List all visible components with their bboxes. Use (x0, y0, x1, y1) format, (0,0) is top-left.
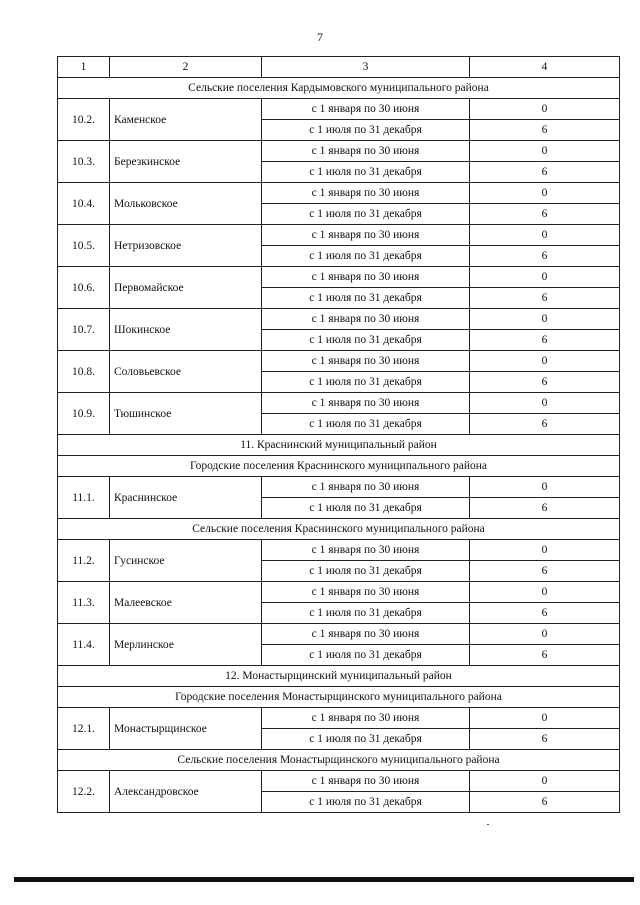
section-title: Городские поселения Монастырщинского муниципального района (58, 687, 620, 708)
period-label: с 1 января по 30 июня (262, 309, 470, 330)
period-label: с 1 января по 30 июня (262, 393, 470, 414)
section-header-row (58, 666, 620, 687)
header-col-2: 2 (110, 57, 262, 78)
period-value: 0 (470, 141, 620, 162)
period-label: с 1 января по 30 июня (262, 708, 470, 729)
row-number: 10.6. (58, 267, 110, 309)
period-label: с 1 июля по 31 декабря (262, 372, 470, 393)
period-label: с 1 июля по 31 декабря (262, 729, 470, 750)
row-number: 10.9. (58, 393, 110, 435)
settlement-table (57, 56, 620, 813)
period-value: 6 (470, 603, 620, 624)
period-label: с 1 января по 30 июня (262, 771, 470, 792)
period-value: 0 (470, 225, 620, 246)
period-value: 6 (470, 498, 620, 519)
table-row (58, 582, 620, 603)
period-value: 0 (470, 351, 620, 372)
period-label: с 1 января по 30 июня (262, 351, 470, 372)
table-row (58, 99, 620, 120)
settlement-name: Тюшинское (110, 393, 262, 435)
period-label: с 1 января по 30 июня (262, 225, 470, 246)
period-label: с 1 июля по 31 декабря (262, 246, 470, 267)
section-title: Городские поселения Краснинского муниципального района (58, 456, 620, 477)
table-row (58, 477, 620, 498)
period-value: 6 (470, 246, 620, 267)
row-number: 10.5. (58, 225, 110, 267)
settlement-name: Первомайское (110, 267, 262, 309)
section-title: Сельские поселения Кардымовского муниципального района (58, 78, 620, 99)
period-value: 0 (470, 183, 620, 204)
period-label: с 1 июля по 31 декабря (262, 603, 470, 624)
period-label: с 1 июля по 31 декабря (262, 498, 470, 519)
period-label: с 1 января по 30 июня (262, 540, 470, 561)
section-header-row (58, 750, 620, 771)
period-value: 6 (470, 561, 620, 582)
settlement-name: Мерлинское (110, 624, 262, 666)
section-header-row (58, 687, 620, 708)
row-number: 10.7. (58, 309, 110, 351)
period-value: 0 (470, 624, 620, 645)
scan-speck (487, 824, 489, 825)
header-col-4: 4 (470, 57, 620, 78)
period-value: 6 (470, 330, 620, 351)
table-row (58, 624, 620, 645)
table-row (58, 267, 620, 288)
settlement-name: Гусинское (110, 540, 262, 582)
row-number: 10.4. (58, 183, 110, 225)
row-number: 10.3. (58, 141, 110, 183)
settlement-name: Александровское (110, 771, 262, 813)
row-number: 12.2. (58, 771, 110, 813)
period-value: 6 (470, 645, 620, 666)
section-title: Сельские поселения Монастырщинского муниципального района (58, 750, 620, 771)
row-number: 11.2. (58, 540, 110, 582)
section-header-row (58, 435, 620, 456)
period-value: 0 (470, 540, 620, 561)
period-value: 0 (470, 771, 620, 792)
table-row (58, 183, 620, 204)
table-row (58, 141, 620, 162)
settlement-name: Каменское (110, 99, 262, 141)
section-title: 12. Монастырщинский муниципальный район (58, 666, 620, 687)
period-label: с 1 января по 30 июня (262, 99, 470, 120)
settlement-name: Шокинское (110, 309, 262, 351)
bottom-rule (14, 877, 634, 882)
table-row (58, 708, 620, 729)
period-value: 6 (470, 162, 620, 183)
period-value: 0 (470, 582, 620, 603)
table-row (58, 771, 620, 792)
table-row (58, 309, 620, 330)
section-header-row (58, 519, 620, 540)
period-value: 6 (470, 204, 620, 225)
settlement-name: Монастырщинское (110, 708, 262, 750)
row-number: 11.1. (58, 477, 110, 519)
period-value: 0 (470, 393, 620, 414)
period-label: с 1 июля по 31 декабря (262, 330, 470, 351)
row-number: 11.3. (58, 582, 110, 624)
row-number: 12.1. (58, 708, 110, 750)
settlement-name: Краснинское (110, 477, 262, 519)
period-label: с 1 июля по 31 декабря (262, 204, 470, 225)
section-header-row (58, 78, 620, 99)
period-label: с 1 июля по 31 декабря (262, 288, 470, 309)
table-row (58, 225, 620, 246)
period-value: 6 (470, 414, 620, 435)
header-col-3: 3 (262, 57, 470, 78)
settlement-name: Нетризовское (110, 225, 262, 267)
period-value: 6 (470, 372, 620, 393)
period-label: с 1 января по 30 июня (262, 582, 470, 603)
period-label: с 1 июля по 31 декабря (262, 414, 470, 435)
settlement-name: Березкинское (110, 141, 262, 183)
period-value: 0 (470, 309, 620, 330)
section-title: Сельские поселения Краснинского муниципального района (58, 519, 620, 540)
section-title: 11. Краснинский муниципальный район (58, 435, 620, 456)
period-label: с 1 июля по 31 декабря (262, 561, 470, 582)
row-number: 10.2. (58, 99, 110, 141)
period-value: 6 (470, 729, 620, 750)
period-label: с 1 января по 30 июня (262, 624, 470, 645)
settlement-name: Соловьевское (110, 351, 262, 393)
table-row (58, 393, 620, 414)
period-label: с 1 января по 30 июня (262, 267, 470, 288)
period-label: с 1 января по 30 июня (262, 141, 470, 162)
table-row (58, 351, 620, 372)
page-number: 7 (317, 30, 323, 44)
period-value: 6 (470, 792, 620, 813)
period-label: с 1 июля по 31 декабря (262, 792, 470, 813)
header-col-1: 1 (58, 57, 110, 78)
period-label: с 1 января по 30 июня (262, 183, 470, 204)
header-row (58, 57, 620, 78)
row-number: 10.8. (58, 351, 110, 393)
settlement-name: Мольковское (110, 183, 262, 225)
period-label: с 1 июля по 31 декабря (262, 120, 470, 141)
period-value: 6 (470, 288, 620, 309)
period-value: 0 (470, 477, 620, 498)
period-value: 0 (470, 267, 620, 288)
period-label: с 1 января по 30 июня (262, 477, 470, 498)
settlement-name: Малеевское (110, 582, 262, 624)
period-value: 0 (470, 708, 620, 729)
section-header-row (58, 456, 620, 477)
period-label: с 1 июля по 31 декабря (262, 645, 470, 666)
period-label: с 1 июля по 31 декабря (262, 162, 470, 183)
period-value: 6 (470, 120, 620, 141)
period-value: 0 (470, 99, 620, 120)
row-number: 11.4. (58, 624, 110, 666)
table-row (58, 540, 620, 561)
